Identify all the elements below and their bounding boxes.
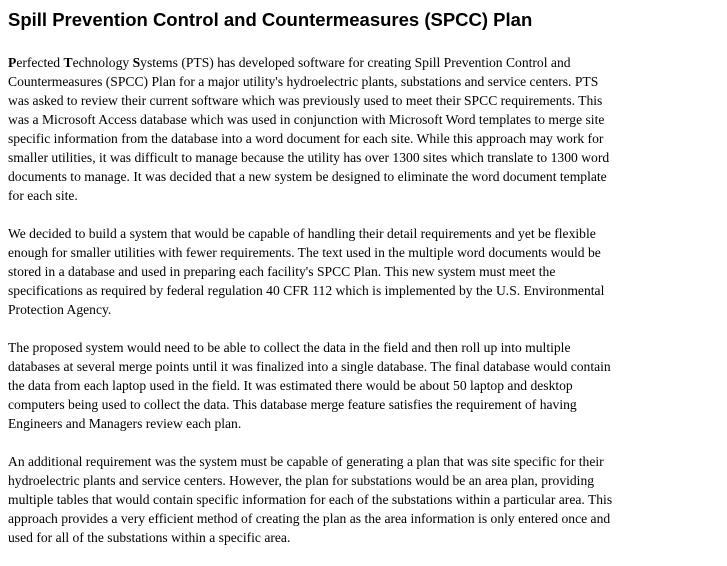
paragraph-line: Engineers and Managers review each plan. — [8, 416, 242, 431]
paragraph-intro — [8, 53, 648, 205]
paragraph-line: for each site. — [8, 188, 78, 203]
paragraph-line: hydroelectric plants and service centers. However, the plan for substations would be an area plan, providing — [8, 473, 595, 488]
document-body — [8, 8, 720, 566]
paragraph-line: used for all of the substations within a specific area. — [8, 530, 291, 545]
paragraph-line: enough for smaller utilities with fewer requirements. The text used in the multiple word documents would be — [8, 245, 601, 260]
paragraph-line: the data from each laptop used in the field. It was estimated there would be about 50 laptop and desktop — [8, 378, 573, 393]
initial-t: T — [63, 55, 73, 70]
page-title: Spill Prevention Control and Countermeasures (SPCC) Plan — [8, 9, 533, 30]
initial-p: P — [8, 55, 17, 70]
paragraph-line: Countermeasures (SPCC) Plan for a major utility's hydroelectric plants, substations and service centers. PTS — [8, 74, 599, 89]
paragraph-line: databases at several merge points until it was finalized into a single database. The final database would contain — [8, 359, 611, 374]
paragraph-area-plan — [8, 452, 648, 547]
paragraph-line: was a Microsoft Access database which was used in conjunction with Microsoft Word templates to merge site — [8, 112, 605, 127]
paragraph-line: Protection Agency. — [8, 302, 112, 317]
paragraph-line: was asked to review their current software which was previously used to meet their SPCC requirements. This — [8, 93, 603, 108]
paragraph-line: stored in a database and used in preparing each facility's SPCC Plan. This new system must meet the — [8, 264, 556, 279]
initial-s: S — [132, 55, 141, 70]
paragraph-line: approach provides a very efficient method of creating the plan as the area information is only entered once and — [8, 511, 611, 526]
paragraph-line: We decided to build a system that would be capable of handling their detail requirements and yet be flexible — [8, 226, 596, 241]
paragraph-line: The proposed system would need to be able to collect the data in the field and then roll up into multiple — [8, 340, 571, 355]
paragraph-line: specifications as required by federal regulation 40 CFR 112 which is implemented by the U.S. Environmental — [8, 283, 605, 298]
paragraph-line: Perfected Technology Systems (PTS) has developed software for creating Spill Prevention Control and — [8, 55, 571, 70]
paragraph-line: An additional requirement was the system must be capable of generating a plan that was site specific for their — [8, 454, 604, 469]
paragraph-system-design — [8, 224, 648, 319]
paragraph-line: documents to manage. It was decided that a new system be designed to eliminate the word document template — [8, 169, 607, 184]
paragraph-line: computers being used to collect the data. This database merge feature satisfies the requirement of having — [8, 397, 577, 412]
paragraph-line: specific information from the database into a word document for each site. While this approach may work for — [8, 131, 604, 146]
paragraph-line: multiple tables that would contain specific information for each of the substations within a particular area. This — [8, 492, 613, 507]
paragraph-data-collection — [8, 338, 648, 433]
paragraph-line: smaller utilities, it was difficult to manage because the utility has over 1300 sites which translate to 1300 word — [8, 150, 610, 165]
